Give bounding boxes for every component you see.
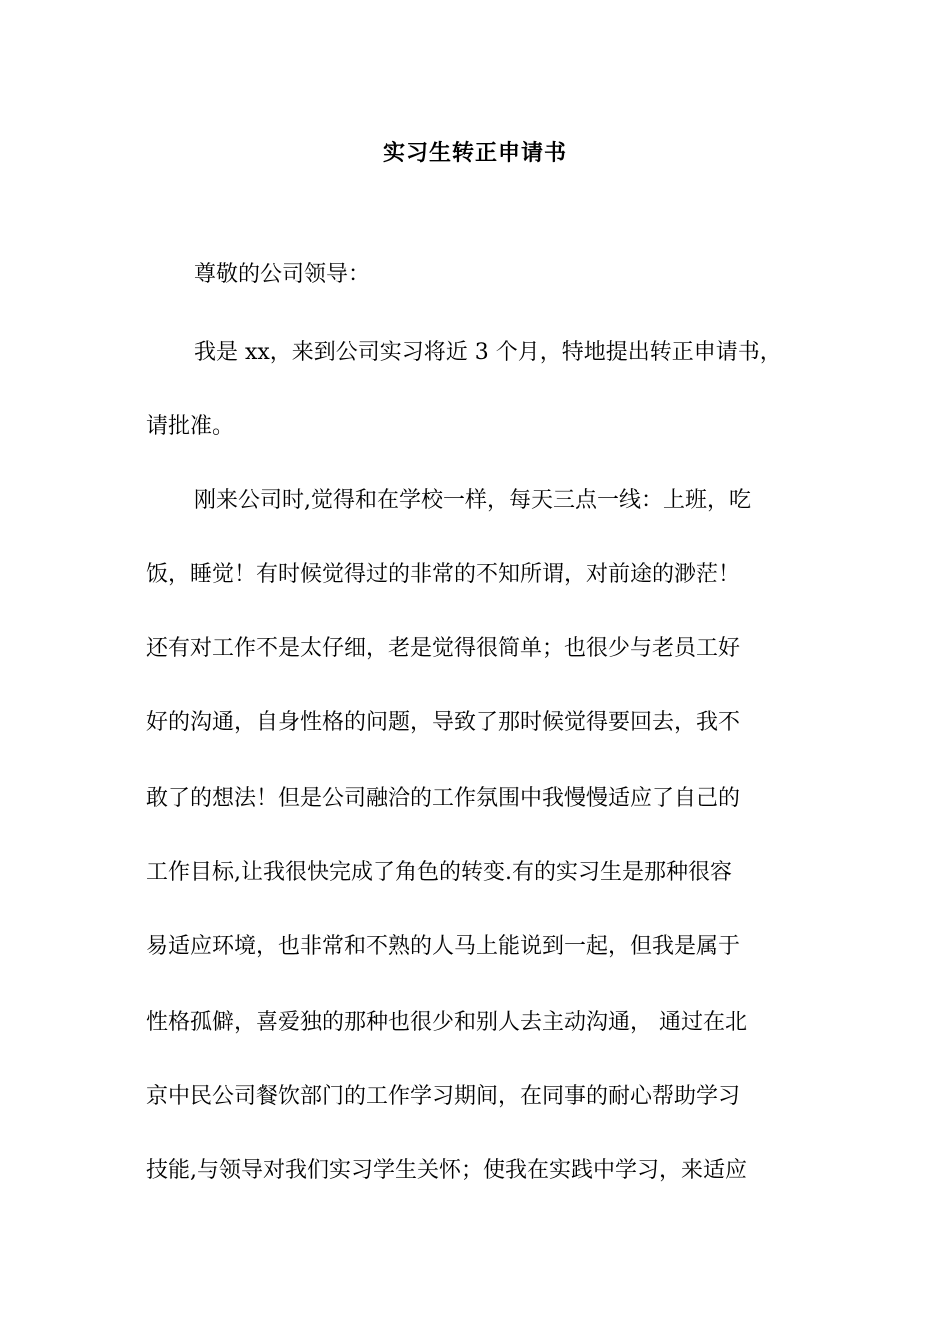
paragraph-line: 京中民公司餐饮部门的工作学习期间，在同事的耐心帮助学习 (146, 1084, 741, 1109)
paragraph-line: 饭，睡觉！有时候觉得过的非常的不知所谓，对前途的渺茫！ (146, 562, 741, 587)
document-title: 实习生转正申请书 (382, 140, 567, 166)
paragraph-line: 技能,与领导对我们实习学生关怀；使我在实践中学习，来适应 (146, 1158, 747, 1183)
paragraph-line: 刚来公司时,觉得和在学校一样，每天三点一线：上班，吃 (194, 488, 751, 513)
paragraph-line: 请批准。 (146, 414, 235, 439)
paragraph-line: 我是 xx，来到公司实习将近 3 个月，特地提出转正申请书， (194, 340, 782, 365)
paragraph-line: 好的沟通，自身性格的问题，导致了那时候觉得要回去，我不 (146, 710, 741, 735)
salutation-line: 尊敬的公司领导： (194, 262, 371, 287)
paragraph-line: 工作目标,让我很快完成了角色的转变.有的实习生是那种很容 (146, 860, 732, 885)
paragraph-line: 还有对工作不是太仔细，老是觉得很简单；也很少与老员工好 (146, 636, 741, 661)
paragraph-line: 性格孤僻，喜爱独的那种也很少和别人去主动沟通， 通过在北 (146, 1010, 747, 1035)
paragraph-line: 敢了的想法！但是公司融洽的工作氛围中我慢慢适应了自己的 (146, 786, 741, 811)
paragraph-line: 易适应环境，也非常和不熟的人马上能说到一起，但我是属于 (146, 934, 741, 959)
